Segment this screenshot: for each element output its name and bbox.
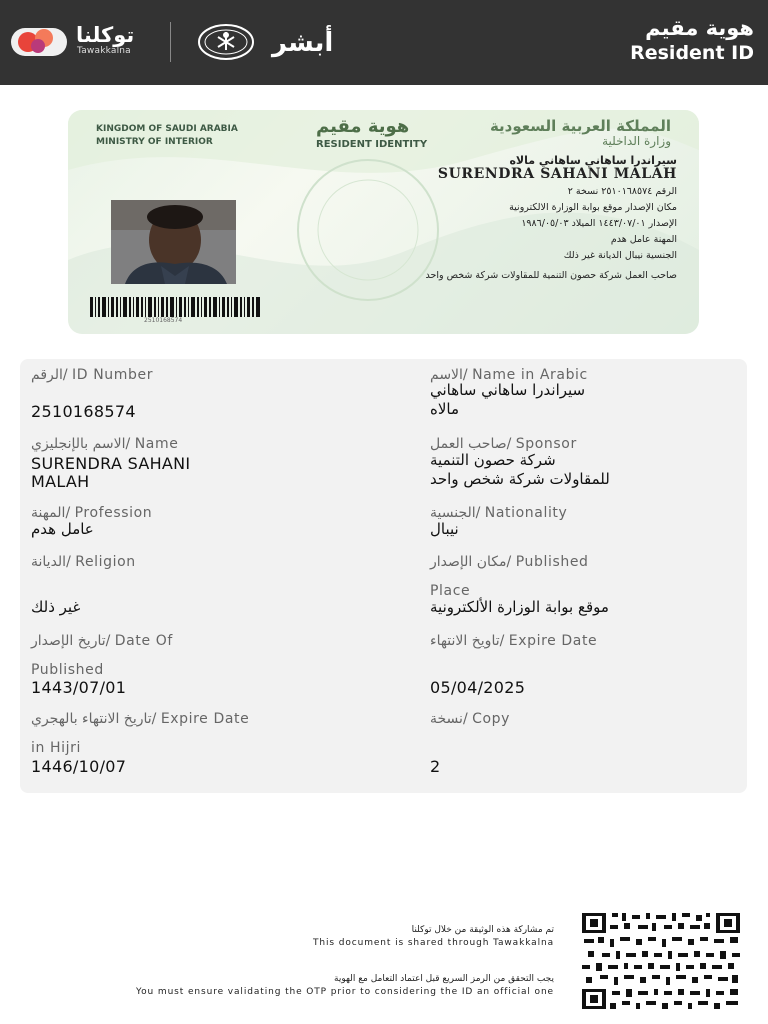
card-name-en: SURENDRA SAHANI MALAH <box>437 166 677 182</box>
card-line-dates: الإصدار ١٤٤٣/٠٧/٠١ الميلاد ١٩٨٦/٠٥/٠٣ <box>521 218 677 229</box>
id-details-panel <box>20 359 747 793</box>
name-ar-label: الاسم/ Name in Arabic <box>430 367 588 383</box>
date-published-label-2: Published <box>31 662 104 678</box>
person-photo-icon <box>111 200 236 284</box>
profession-value: عامل هدم <box>31 520 94 538</box>
footer-shared-ar: تم مشاركة هذه الوثيقة من خلال توكلنا <box>411 925 554 935</box>
expire-date-label: تاويخ الانتهاء/ Expire Date <box>430 633 598 649</box>
expire-date-value: 05/04/2025 <box>430 678 526 697</box>
page-title-ar: هوية مقيم <box>645 16 754 40</box>
app-header <box>0 0 768 85</box>
copy-label: نسخة/ Copy <box>430 711 511 727</box>
card-line-number: الرقم ٢٥١٠١٦٨٥٧٤ نسخة ٢ <box>567 186 677 197</box>
footer-otp-ar: يجب التحقق من الرمز السريع قبل اعتماد التعامل مع الهوية <box>334 974 554 984</box>
header-divider <box>170 22 171 62</box>
religion-value: غير ذلك <box>31 598 81 616</box>
religion-label: الديانة/ Religion <box>31 554 136 570</box>
sponsor-label: صاحب العمل/ Sponsor <box>430 436 577 452</box>
tawakkalna-name-ar: توكلنا <box>76 23 135 47</box>
published-place-value: موقع بوابة الوزارة الألكترونية <box>430 598 609 616</box>
card-line-employer: صاحب العمل شركة حصون التنمية للمقاولات شركة شخص واحد <box>425 270 677 281</box>
barcode-number: 2510168574 <box>144 317 183 324</box>
card-kingdom-en: KINGDOM OF SAUDI ARABIA <box>96 124 238 134</box>
card-kingdom-ar: المملكة العربية السعودية <box>489 117 671 135</box>
published-place-label: مكان الإصدار/ Published <box>430 554 589 570</box>
page-title-en: Resident ID <box>630 42 754 64</box>
card-title-en: RESIDENT IDENTITY <box>316 139 428 150</box>
resident-id-card-image <box>68 110 699 334</box>
name-en-label: الاسم بالإنجليزي/ Name <box>31 436 179 452</box>
card-line-issue-place: مكان الإصدار موقع بوابة الوزارة الالكترونية <box>509 202 677 213</box>
name-en-value: SURENDRA SAHANI MALAH <box>31 454 191 491</box>
nationality-label: الجنسية/ Nationality <box>430 505 568 521</box>
card-line-nationality: الجنسية نيبال الديانة غير ذلك <box>563 250 677 261</box>
date-published-value: 1443/07/01 <box>31 678 127 697</box>
card-ministry-ar: وزارة الداخلية <box>602 134 671 148</box>
nationality-value: نيبال <box>430 520 459 538</box>
published-place-label-2: Place <box>430 583 471 599</box>
tawakkalna-logo-icon <box>10 24 68 58</box>
id-number-label: الرقم/ ID Number <box>31 367 154 383</box>
card-ministry-en: MINISTRY OF INTERIOR <box>96 137 213 147</box>
expire-hijri-label-2: in Hijri <box>31 740 81 756</box>
sponsor-value: شركة حصون التنمية للمقاولات شركة شخص واحد <box>430 451 610 488</box>
footer-shared-en: This document is shared through Tawakkalna <box>312 938 554 948</box>
id-number-value: 2510168574 <box>31 402 136 421</box>
name-ar-value: سيراندرا ساهاني ساهاني مالاه <box>430 381 586 418</box>
holder-photo <box>111 200 236 284</box>
expire-hijri-label: تاريخ الانتهاء بالهجري/ Expire Date <box>31 711 250 727</box>
tawakkalna-name-en: Tawakkalna <box>77 46 131 56</box>
card-name-ar: سيراندرا ساهاني ساهاني مالاه <box>509 154 677 167</box>
card-line-profession: المهنة عامل هدم <box>610 234 677 245</box>
copy-value: 2 <box>430 757 441 776</box>
date-published-label: تاريخ الإصدار/ Date Of <box>31 633 173 649</box>
profession-label: المهنة/ Profession <box>31 505 153 521</box>
footer-otp-en: You must ensure validating the OTP prior to considering the ID an official one <box>135 987 554 997</box>
qr-code-icon <box>580 911 742 1011</box>
barcode-icon <box>90 297 260 317</box>
expire-hijri-value: 1446/10/07 <box>31 757 127 776</box>
card-title-ar: هوية مقيم <box>316 116 410 137</box>
absher-logo: أبشر <box>272 28 334 58</box>
ministry-emblem-icon <box>197 23 255 61</box>
